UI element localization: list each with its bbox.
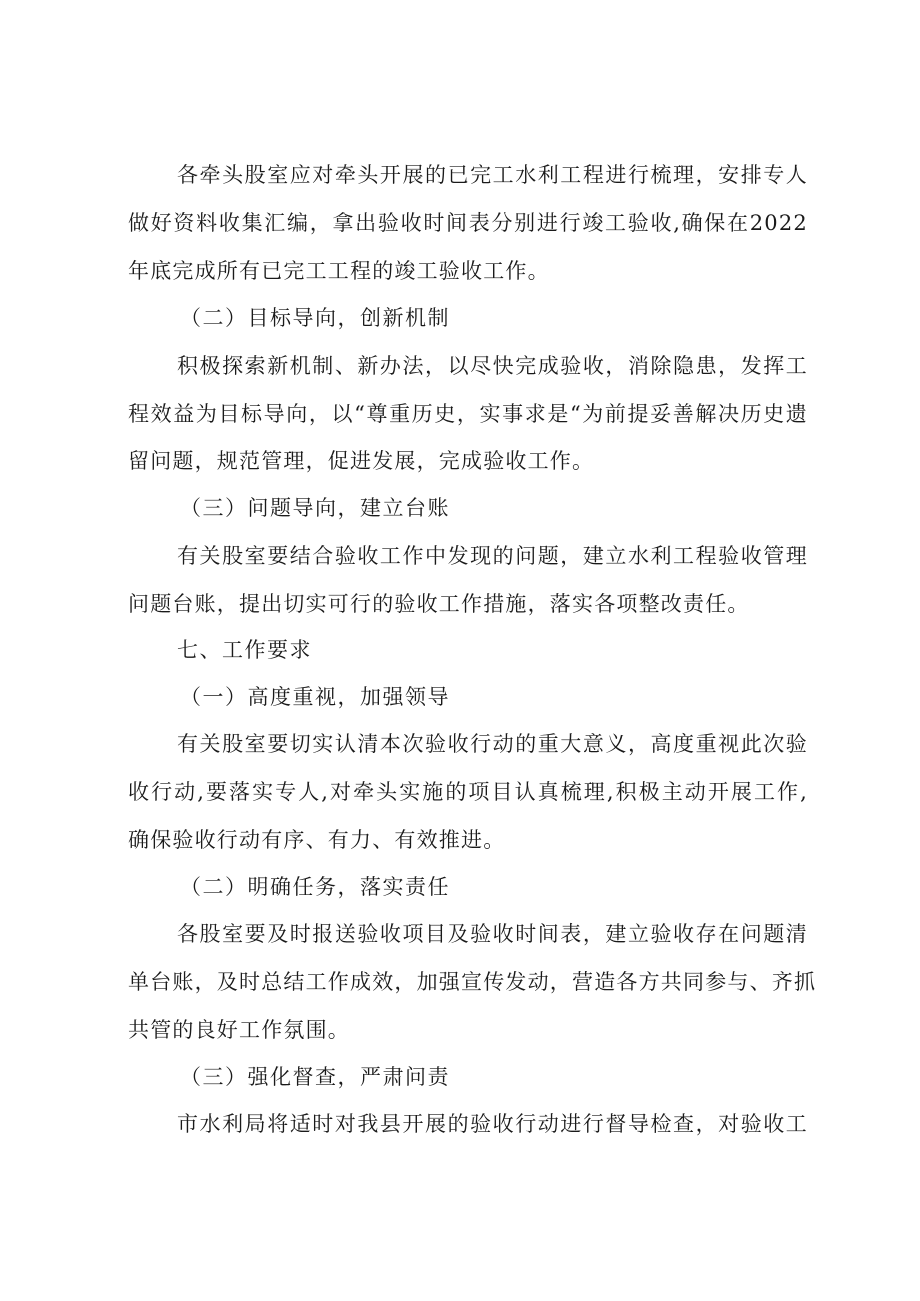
paragraph-line: 有关股室要切实认清本次验收行动的重大意义，高度重视此次验 (177, 732, 808, 756)
paragraph-line: 各股室要及时报送验收项目及验收时间表，建立验收存在问题清 (177, 922, 808, 946)
paragraph-line: 有关股室要结合验收工作中发现的问题，建立水利工程验收管理 (177, 544, 808, 568)
paragraph-line: 年底完成所有已完工工程的竣工验收工作。 (128, 259, 550, 283)
paragraph-line: 市水利局将适时对我县开展的验收行动进行督导检查，对验收工 (177, 1112, 808, 1136)
section-heading: （二）目标导向，创新机制 (180, 306, 450, 330)
paragraph-line: 问题台账，提出切实可行的验收工作措施，落实各项整改责任。 (128, 592, 750, 616)
section-heading: （三）强化督查，严肃问责 (180, 1065, 450, 1089)
chapter-heading: 七、工作要求 (177, 638, 312, 662)
section-heading: （一）高度重视，加强领导 (180, 685, 450, 709)
paragraph-line: 单台账，及时总结工作成效，加强宣传发动，营造各方共同参与、齐抓 (128, 970, 817, 994)
section-heading: （二）明确任务，落实责任 (180, 875, 450, 899)
paragraph-line: 各牵头股室应对牵头开展的已完工水利工程进行梳理，安排专人 (177, 163, 808, 187)
paragraph-line: 程效益为目标导向，以“尊重历史，实事求是“为前提妥善解决历史遗 (128, 402, 808, 426)
paragraph-line: 做好资料收集汇编，拿出验收时间表分别进行竣工验收,确保在2022 (128, 211, 808, 235)
paragraph-line: 收行动,要落实专人,对牵头实施的项目认真梳理,积极主动开展工作, (128, 780, 808, 804)
section-heading: （三）问题导向，建立台账 (180, 496, 450, 520)
paragraph-line: 留问题，规范管理，促进发展，完成验收工作。 (128, 449, 595, 473)
paragraph-line: 共管的良好工作氛围。 (128, 1018, 350, 1042)
paragraph-line: 积极探索新机制、新办法，以尽快完成验收，消除隐患，发挥工 (177, 354, 808, 378)
paragraph-line: 确保验收行动有序、有力、有效推进。 (128, 828, 506, 852)
